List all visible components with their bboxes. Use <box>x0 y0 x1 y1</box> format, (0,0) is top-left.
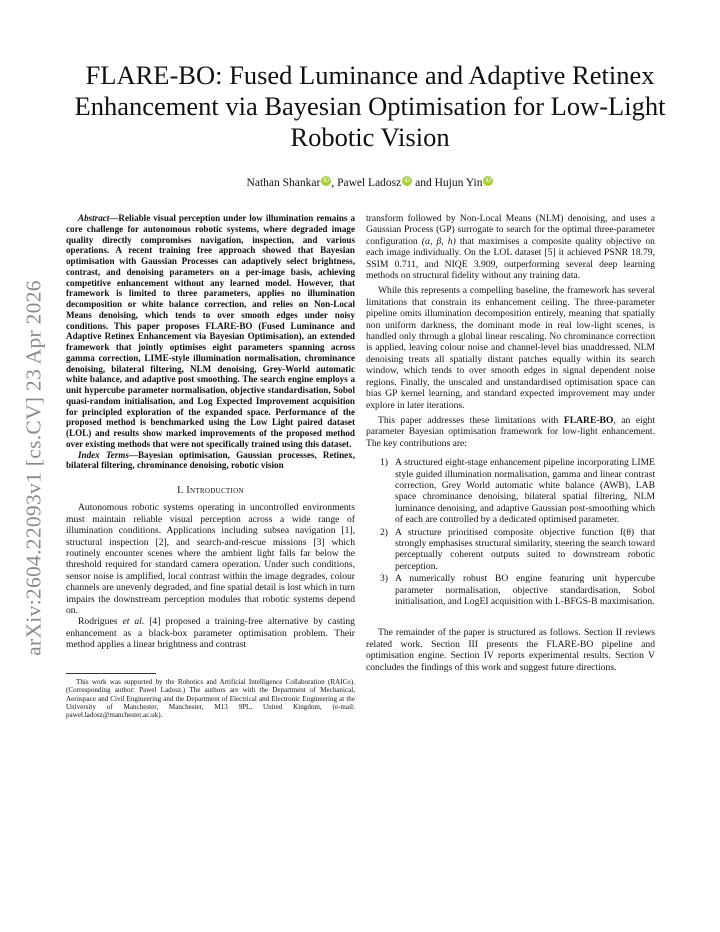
author-list <box>70 176 670 189</box>
author-separator: , <box>331 177 338 189</box>
body-text: that maximises a composite quality objective on each image individually. On the LOL dataset [5] it achieved PSNR 18.79, SSIM 0.711, and NIQE 3.909, outperforming several deep learning methods on structural fidelity without any training data. <box>366 235 655 282</box>
list-item-text: A structured eight-stage enhancement pipeline incorporating LIME style guided illumination normalisation, gamma and linear contrast correction, Grey World automatic white balance (AWB), LAB space chrominance denoising, bilateral spatial filtering, NLM luminance denoising, and adaptive Gaussian post-smoothing which of each are controlled by a dedicated optimised parameter. <box>395 457 655 526</box>
orcid-icon[interactable]: iD <box>483 176 493 186</box>
list-item <box>366 573 655 607</box>
body-text: , an eight parameter Bayesian optimisation framework for low-light enhancement. The key contributions are: <box>366 414 656 449</box>
body-paragraph <box>366 213 655 281</box>
author-name: Pawel Ladosz <box>337 177 402 189</box>
left-column <box>66 213 355 720</box>
author-name: Hujun Yin <box>434 177 483 189</box>
index-terms-label: Index Terms <box>78 449 129 460</box>
list-item <box>366 527 655 573</box>
intro-etal: et al. <box>122 616 145 628</box>
method-name: FLARE-BO <box>563 414 614 426</box>
right-column <box>366 213 655 673</box>
abstract-label: Abstract <box>78 213 110 223</box>
orcid-icon[interactable]: iD <box>402 176 412 186</box>
body-paragraph: While this represents a compelling baseline, the framework has several limitations that constrain its enhancement ceiling. The three-parameter pipeline omits illumination decomposition entirely, meaning that spatially non uniform darkness, the dominant mode in real low-light scenes, is handled only through a global linear rescaling. No chrominance correction is applied, leaving colour noise and channel-level bias unaddressed. NLM denoising treats all spatially distant patches equally within its search window, which tends to over smooth edges in signal dependent noise regions. Finally, the unscaled and unstandardised optimisation space can bias GP kernel learning, and standard expected improvement may under explore in later iterations. <box>366 285 655 411</box>
index-terms-text: —Bayesian optimisation, Gaussian processes, Retinex, bilateral filtering, chrominance denoising, robotic vision <box>66 449 355 471</box>
body-paragraph <box>366 415 655 449</box>
author-separator: and <box>412 177 435 189</box>
arxiv-identifier: arXiv:2604.22093v1 [cs.CV] 23 Apr 2026 <box>21 280 46 656</box>
author-name: Nathan Shankar <box>246 177 321 189</box>
abstract-text: —Reliable visual perception under low illumination remains a core challenge for autonomous robotic systems, where degraded image quality directly compromises navigation, inspection, and various operations. A recent training free approach showed that Bayesian optimisation with Gaussian Processes can adaptively select brightness, contrast, and denoising parameters on a per-image basis, achieving competitive enhancement without any learned model. However, that framework is limited to three parameters, applies no illumination decomposition or white balance correction, and relies on Non-Local Means denoising, which tends to over smooth edges under noisy conditions. This paper proposes FLARE-BO (Fused Luminance and Adaptive Retinex Enhancement via Bayesian Optimisation), an extended framework that jointly optimises eight parameters spanning across gamma correction, LIME-style illumination normalisation, chrominance denoising, bilateral filtering, NLM denoising, Grey-World automatic white balance, and adaptive post smoothing. The search engine employs a unit hypercube parameter normalisation, objective standardisation, Sobol quasi-random initialisation, and Log Expected Improvement acquisition for principled exploration of the expanded space. Performance of the proposed method is benchmarked using the Low Light paired dataset (LOL) and results show marked improvements of the proposed method over existing methods that were not specifically trained using this dataset. <box>66 213 355 449</box>
intro-text: [4] proposed a training-free alternative by casting enhancement as a black-box parameter optimisation problem. Their method applies a linear brightness and contrast <box>66 616 355 651</box>
arxiv-side-stamp <box>14 268 54 668</box>
footnote: This work was supported by the Robotics and Artificial Intelligence Collaboration (RAICo). (Corresponding author: Pawel Ladosz.) The authors are with the Department of Mechanical, Aerospace and Civil Engineering and the Department of Electrical and Electronic Engineering at the University of Manchester, Manchester, M13 9PL, United Kingdom, (e-mail: pawel.ladosz@manchester.ac.uk). <box>66 677 355 720</box>
body-text: transform followed by Non-Local Means (NLM) denoising, and uses a Gaussian Process (GP) surrogate to search for the optimal three-parameter configuration <box>366 213 655 247</box>
section-heading-introduction: I. Introduction <box>177 485 244 496</box>
paper-title: FLARE-BO: Fused Luminance and Adaptive Retinex Enhancement via Bayesian Optimisation for Low-Light Robotic Vision <box>74 60 666 152</box>
intro-paragraph: Autonomous robotic systems operating in uncontrolled environments must maintain reliable visual perception across a wide range of illumination conditions. Applications including subsea navigation [1], structural inspection [2], and search-and-rescue missions [3] which routinely encounter scenes where the ambient light falls far below the threshold required for standard camera operation. Under such conditions, sensor noise is amplified, local contrast within the image degrades, colour channels are unevenly degraded, and fine spatial detail is lost which in turn impairs the downstream perception modules that robotic systems depend on. <box>66 502 355 617</box>
contributions-list <box>366 457 655 607</box>
body-text: This paper addresses these limitations with <box>378 414 564 426</box>
list-item-number: 3) <box>380 573 388 585</box>
list-item-number: 2) <box>380 526 388 538</box>
abstract <box>66 213 355 450</box>
intro-text: Rodrigues <box>78 616 123 628</box>
list-item <box>366 457 655 525</box>
footnote-divider <box>66 673 156 674</box>
intro-paragraph <box>66 616 355 650</box>
list-item-text: A structure prioritised composite objective function f(θ) that strongly emphasises structural similarity, steering the search toward perceptually coherent outputs suited to downstream robotic perception. <box>395 526 655 572</box>
orcid-icon[interactable]: iD <box>321 176 331 186</box>
math-expression: (α, β, h) <box>421 235 456 247</box>
index-terms <box>66 450 355 472</box>
body-paragraph: The remainder of the paper is structured as follows. Section II reviews related work. Section III presents the FLARE-BO pipeline and optimisation engine. Section IV reports experimental results. Section V concludes the findings of this work and suggest future directions. <box>366 627 655 673</box>
list-item-number: 1) <box>380 457 388 469</box>
list-item-text: A numerically robust BO engine featuring unit hypercube parameter normalisation, objective standardisation, Sobol initialisation, and LogEI acquisition with L-BFGS-B maximisation. <box>395 573 655 607</box>
